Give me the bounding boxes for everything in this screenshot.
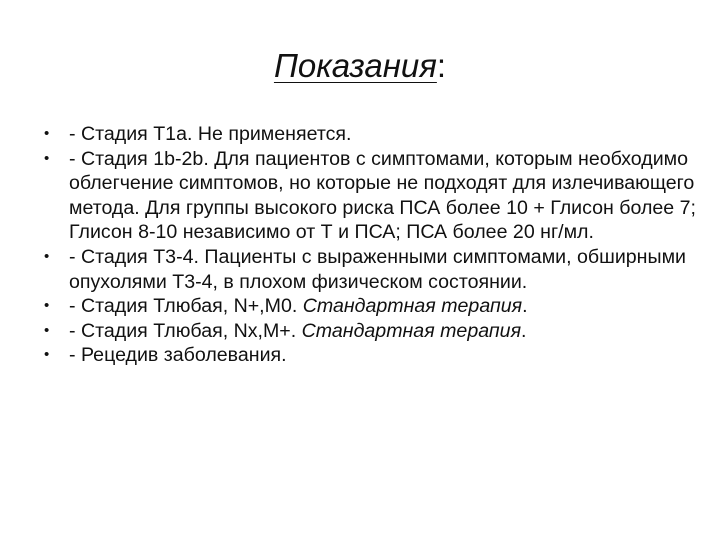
slide-title-colon: : bbox=[436, 47, 447, 84]
list-item-text: - Стадия Тлюбая, Nx,М+. bbox=[69, 319, 302, 342]
list-item bbox=[42, 343, 702, 368]
indications-list bbox=[42, 122, 702, 368]
slide-title-text: Показания bbox=[273, 47, 437, 84]
list-item-text: - Стадия Тлюбая, N+,М0. bbox=[69, 295, 303, 318]
list-item-emphasis: Стандартная терапия bbox=[302, 295, 523, 318]
slide-title bbox=[0, 46, 720, 86]
list-item-emphasis: Стандартная терапия bbox=[301, 319, 522, 342]
list-item-tail: . bbox=[522, 295, 528, 318]
list-item-text: - Стадия Т3-4. Пациенты с выраженными симптомами, обширными опухолями Т3-4, в плохом физическом состоянии. bbox=[69, 245, 687, 293]
list-item-text: - Рецедив заболевания. bbox=[69, 344, 287, 367]
list-item bbox=[42, 319, 702, 344]
list-item-tail: . bbox=[521, 319, 527, 342]
bullet-icon: • bbox=[44, 247, 50, 265]
list-item-text: - Стадия Т1а. Не применяется. bbox=[69, 123, 352, 145]
list-item bbox=[42, 147, 702, 245]
list-item bbox=[42, 122, 702, 147]
bullet-icon: • bbox=[44, 297, 50, 315]
list-item-text: - Стадия 1b-2b. Для пациентов с симптомами, которым необходимо облегчение симптомов, но которые не подходят для излечивающего метода. Для группы высокого риска ПСА более 10 + Глисон более 7; Глисон 8-10 независимо от Т и ПСА; ПСА более 20 нг/мл. bbox=[69, 147, 696, 244]
list-item bbox=[42, 245, 702, 294]
list-item bbox=[42, 294, 702, 319]
bullet-icon: • bbox=[44, 321, 50, 339]
bullet-icon: • bbox=[44, 346, 50, 364]
bullet-icon: • bbox=[44, 149, 50, 167]
bullet-icon: • bbox=[44, 125, 50, 142]
